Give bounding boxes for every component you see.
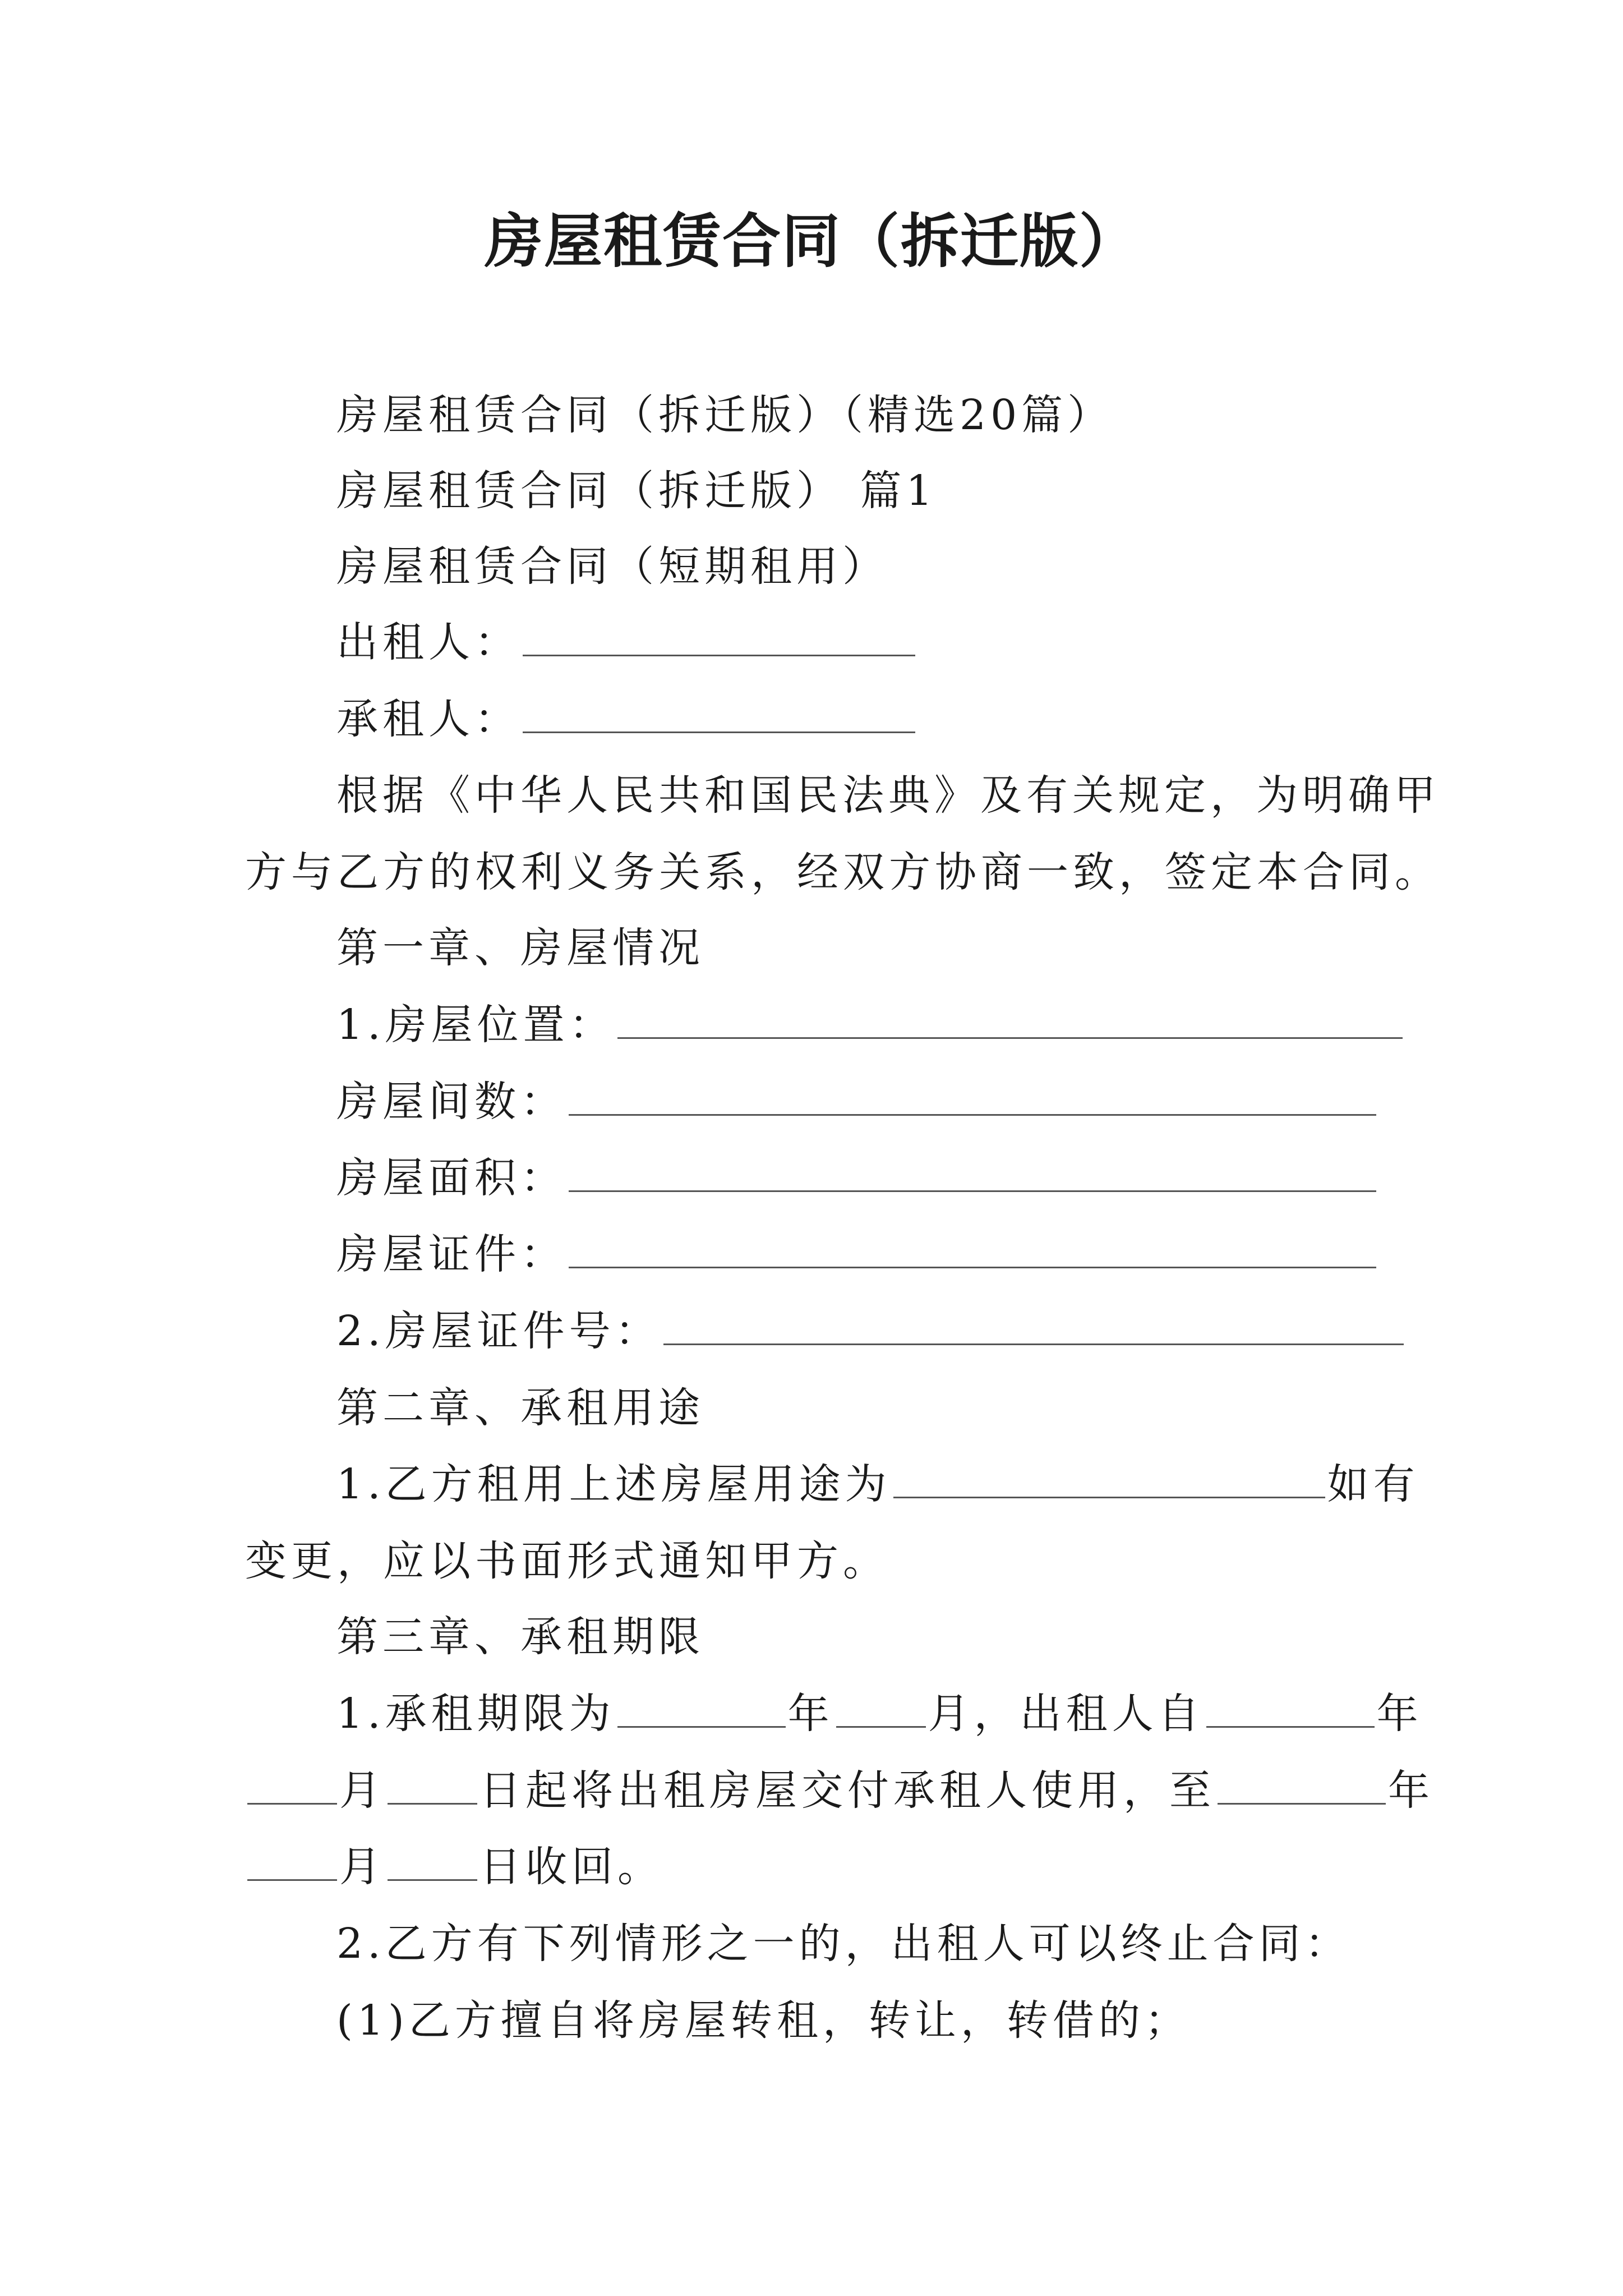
chapter-3-heading: 第三章、承租期限: [336, 1613, 704, 1661]
month-label: 月: [339, 1766, 385, 1815]
delivery-text: 日起将出租房屋交付承租人使用，至: [479, 1766, 1215, 1815]
start-day-blank: [388, 1764, 477, 1805]
start-month-blank: [247, 1764, 337, 1805]
term-line-1: [336, 1686, 1423, 1742]
year-label: 年: [787, 1690, 834, 1738]
term-month-blank: [836, 1687, 926, 1728]
area-label: 房屋面积：: [336, 1154, 566, 1202]
chapter-1-heading: 第一章、房屋情况: [336, 924, 704, 972]
use-suffix: 如有: [1327, 1460, 1419, 1508]
term-line-2: [245, 1763, 1434, 1819]
use-label: 1.乙方租用上述房屋用途为: [336, 1460, 891, 1508]
preamble-line-2: 方与乙方的权利义务关系，经双方协商一致，签定本合同。: [245, 848, 1441, 896]
certificate-line: [336, 1226, 1378, 1282]
termination-conditions: 2.乙方有下列情形之一的，出租人可以终止合同：: [336, 1920, 1351, 1968]
subtitle-collection: 房屋租赁合同（拆迁版）（精选20篇）: [336, 391, 1114, 439]
contract-heading: 房屋租赁合同（短期租用）: [336, 542, 888, 591]
termination-condition-1: (1)乙方擅自将房屋转租，转让，转借的；: [336, 1996, 1191, 2045]
document-title: 房屋租赁合同（拆迁版）: [484, 207, 1138, 275]
location-label: 1.房屋位置：: [336, 1001, 615, 1049]
chapter-2-heading: 第二章、承租用途: [336, 1384, 704, 1432]
rooms-blank: [569, 1075, 1376, 1116]
start-year-blank: [1206, 1687, 1375, 1728]
certificate-blank: [569, 1227, 1376, 1268]
end-day-blank: [388, 1840, 477, 1881]
area-line: [336, 1150, 1378, 1206]
lessor-line: [336, 614, 917, 670]
term-year-blank: [617, 1687, 786, 1728]
area-blank: [569, 1151, 1376, 1192]
location-line: [336, 997, 1405, 1053]
rooms-line: [336, 1074, 1378, 1130]
end-month-blank: [247, 1840, 337, 1881]
rooms-label: 房屋间数：: [336, 1078, 566, 1126]
month-label: 月: [928, 1690, 974, 1738]
preamble-line-1: 根据《中华人民共和国民法典》及有关规定，为明确甲: [336, 771, 1440, 820]
lessee-blank: [523, 692, 915, 733]
location-blank: [617, 998, 1403, 1039]
certificate-no-blank: [663, 1304, 1404, 1345]
lessee-label: 承租人：: [336, 695, 520, 743]
return-text: 日收回。: [479, 1843, 663, 1891]
lessor-blank: [523, 615, 915, 656]
lessee-line: [336, 691, 917, 747]
month-label: 月: [339, 1843, 385, 1891]
term-line-3: [245, 1839, 663, 1895]
term-label: 1.承租期限为: [336, 1690, 615, 1738]
lessor-label: 出租人：: [336, 618, 520, 666]
use-line-2: 变更，应以书面形式通知甲方。: [245, 1537, 889, 1585]
use-blank: [893, 1457, 1325, 1498]
year-label: 年: [1376, 1690, 1423, 1738]
from-lessor-label: ，出租人自: [974, 1690, 1204, 1738]
certificate-label: 房屋证件：: [336, 1230, 566, 1278]
end-year-blank: [1218, 1764, 1386, 1805]
subtitle-part: 房屋租赁合同（拆迁版） 篇1: [336, 467, 937, 515]
year-label: 年: [1388, 1766, 1434, 1815]
certificate-no-label: 2.房屋证件号：: [336, 1307, 661, 1355]
use-line: [336, 1456, 1419, 1512]
certificate-no-line: [336, 1303, 1406, 1359]
